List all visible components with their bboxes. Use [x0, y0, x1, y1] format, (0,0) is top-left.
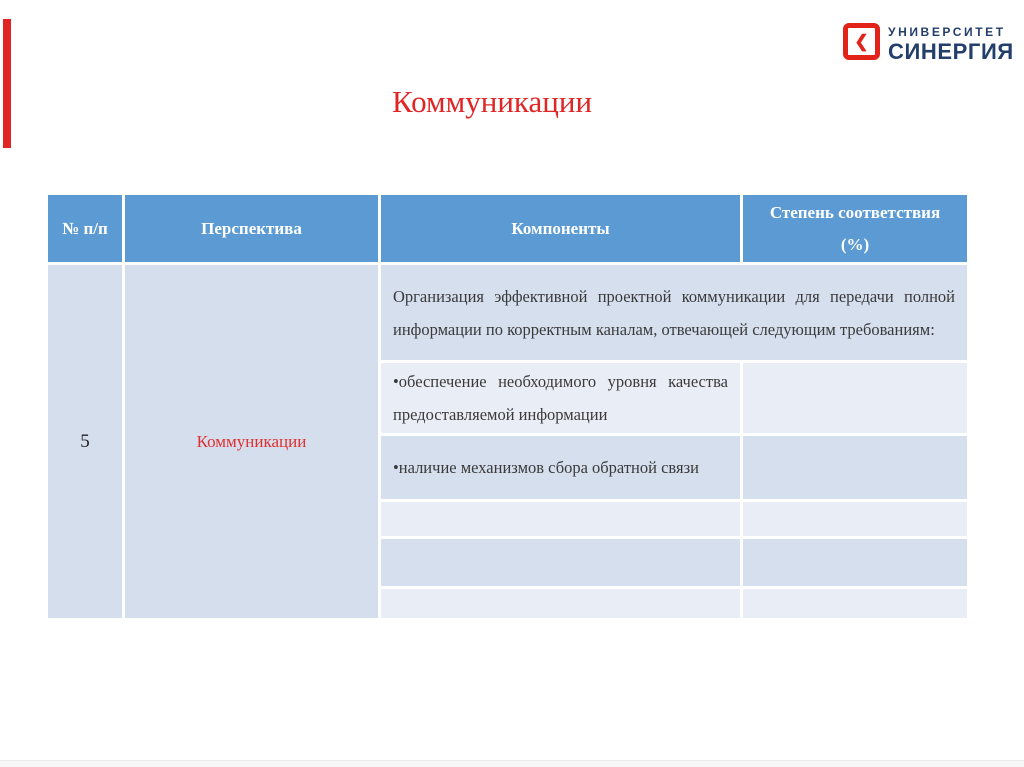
table-row	[47, 264, 969, 362]
synergy-chevron-icon	[843, 23, 880, 60]
cell-component-empty	[380, 501, 742, 538]
cell-component-quality: •обеспечение необходимого уровня качества предоставляемой информации	[380, 362, 742, 435]
cell-degree-value	[742, 435, 969, 501]
communications-table	[45, 192, 970, 621]
header-degree-line1: Степень соответствия	[769, 203, 941, 223]
header-components: Компоненты	[380, 194, 742, 264]
table-header-row	[47, 194, 969, 264]
cell-perspective: Коммуникации	[124, 264, 380, 620]
header-degree	[742, 194, 969, 264]
logo-text-university: УНИВЕРСИТЕТ	[888, 25, 1006, 39]
cell-component-intro: Организация эффективной проектной коммуникации для передачи полной информации по корректным каналам, отвечающей следующим требованиям:	[380, 264, 969, 362]
cell-degree-value	[742, 362, 969, 435]
header-row-number: № п/п	[47, 194, 124, 264]
slide-title: Коммуникации	[391, 84, 593, 119]
logo-text-synergy: СИНЕРГИЯ	[888, 39, 1014, 64]
header-perspective: Перспектива	[124, 194, 380, 264]
cell-component-feedback: •наличие механизмов сбора обратной связи	[380, 435, 742, 501]
header-degree-line2: (%)	[840, 234, 870, 254]
chevron-left-glyph: ❮	[854, 32, 869, 51]
cell-degree-value	[742, 588, 969, 620]
cell-component-empty	[380, 588, 742, 620]
bottom-edge-strip	[0, 760, 1024, 767]
cell-component-empty	[380, 538, 742, 588]
university-logo	[843, 23, 1014, 63]
logo-text	[888, 23, 1014, 63]
cell-degree-value	[742, 501, 969, 538]
cell-degree-value	[742, 538, 969, 588]
cell-row-number: 5	[47, 264, 124, 620]
